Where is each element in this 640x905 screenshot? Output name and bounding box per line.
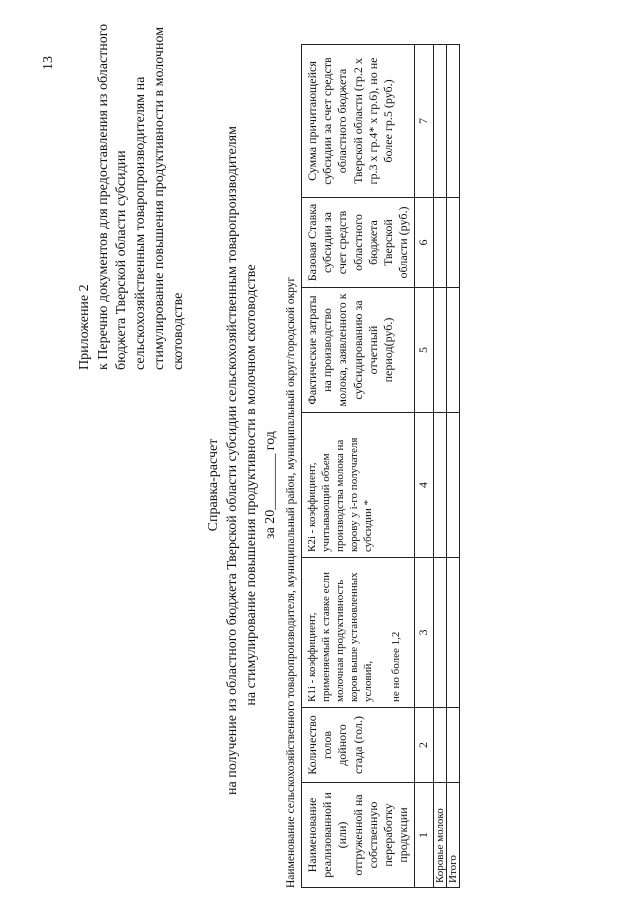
column-number: 6	[415, 198, 433, 288]
table-row	[446, 45, 459, 888]
page-number: 13	[41, 56, 56, 70]
table-cell	[446, 558, 459, 708]
org-label: Наименование сельскохозяйственного товаропроизводителя, муниципальный район, муниципальный округ/городской округ	[285, 276, 297, 888]
appendix-note	[76, 10, 188, 370]
title-line: на получение из областного бюджета Тверской области субсидии сельскохозяйственным товаропроизводителям	[225, 126, 240, 795]
header-herd-count: Количество голов дойного стада (гол.)	[302, 708, 415, 783]
title-heading: Справка-расчет	[206, 438, 221, 532]
column-number: 4	[415, 413, 433, 558]
table-cell	[433, 198, 446, 288]
calculation-table	[301, 44, 460, 888]
table-cell	[446, 45, 459, 198]
table-cell	[433, 708, 446, 783]
table-cell	[446, 708, 459, 783]
appendix-line: стимулирование повышения продуктивности в молочном	[151, 26, 167, 370]
table-header-row	[302, 45, 415, 888]
header-actual-costs: Фактические затраты на производство молока, заявленного к субсидированию за отчетный период(руб.)	[302, 288, 415, 413]
table-cell	[446, 413, 459, 558]
header-subsidy-sum: Сумма причитающейся субсидии за счет средств областного бюджета Тверской области (гр.2 х гр.3 х гр.4* х гр.6), но не более гр.5 (руб.)	[302, 45, 415, 198]
table-row	[433, 45, 446, 888]
table-cell	[446, 198, 459, 288]
header-k2: К2i - коэффициент, учитывающий объем производства молока на корову у i-го получателя субсидии *	[302, 413, 415, 558]
appendix-line: сельскохозяйственным товаропроизводителям на	[133, 76, 149, 370]
document-title	[204, 126, 280, 795]
appendix-line: скотоводстве	[170, 292, 186, 370]
column-number: 2	[415, 708, 433, 783]
header-k1-limit: не но более 1,2	[390, 631, 402, 702]
appendix-line: Приложение 2	[77, 284, 92, 370]
header-base-rate: Базовая Ставка субсидии за счет средств областного бюджета Тверской области (руб.)	[302, 198, 415, 288]
title-line: на стимулирование повышения продуктивности в молочном скотоводстве	[244, 264, 259, 706]
title-period: за 20________ год	[263, 431, 278, 539]
column-number-row	[415, 45, 433, 888]
table-cell: Коровье молоко	[433, 783, 446, 888]
appendix-line: к Перечню документов для предоставления из областного	[95, 23, 111, 370]
table-cell	[433, 45, 446, 198]
column-number: 1	[415, 783, 433, 888]
table-cell	[433, 558, 446, 708]
column-number: 3	[415, 558, 433, 708]
column-number: 5	[415, 288, 433, 413]
header-k1-text: К1i - коэффициент, применяемый к ставке если молочная продуктивность коров выше установленных условий,	[306, 571, 374, 702]
column-number: 7	[415, 45, 433, 198]
table-cell: Итого	[446, 783, 459, 888]
table-cell	[433, 413, 446, 558]
table-cell	[446, 288, 459, 413]
header-k1	[302, 558, 415, 708]
table-cell	[433, 288, 446, 413]
header-product: Наименование реализованной и (или) отгруженной на собственную переработку продукции	[302, 783, 415, 888]
appendix-line: бюджета Тверской области субсидии	[114, 150, 130, 370]
